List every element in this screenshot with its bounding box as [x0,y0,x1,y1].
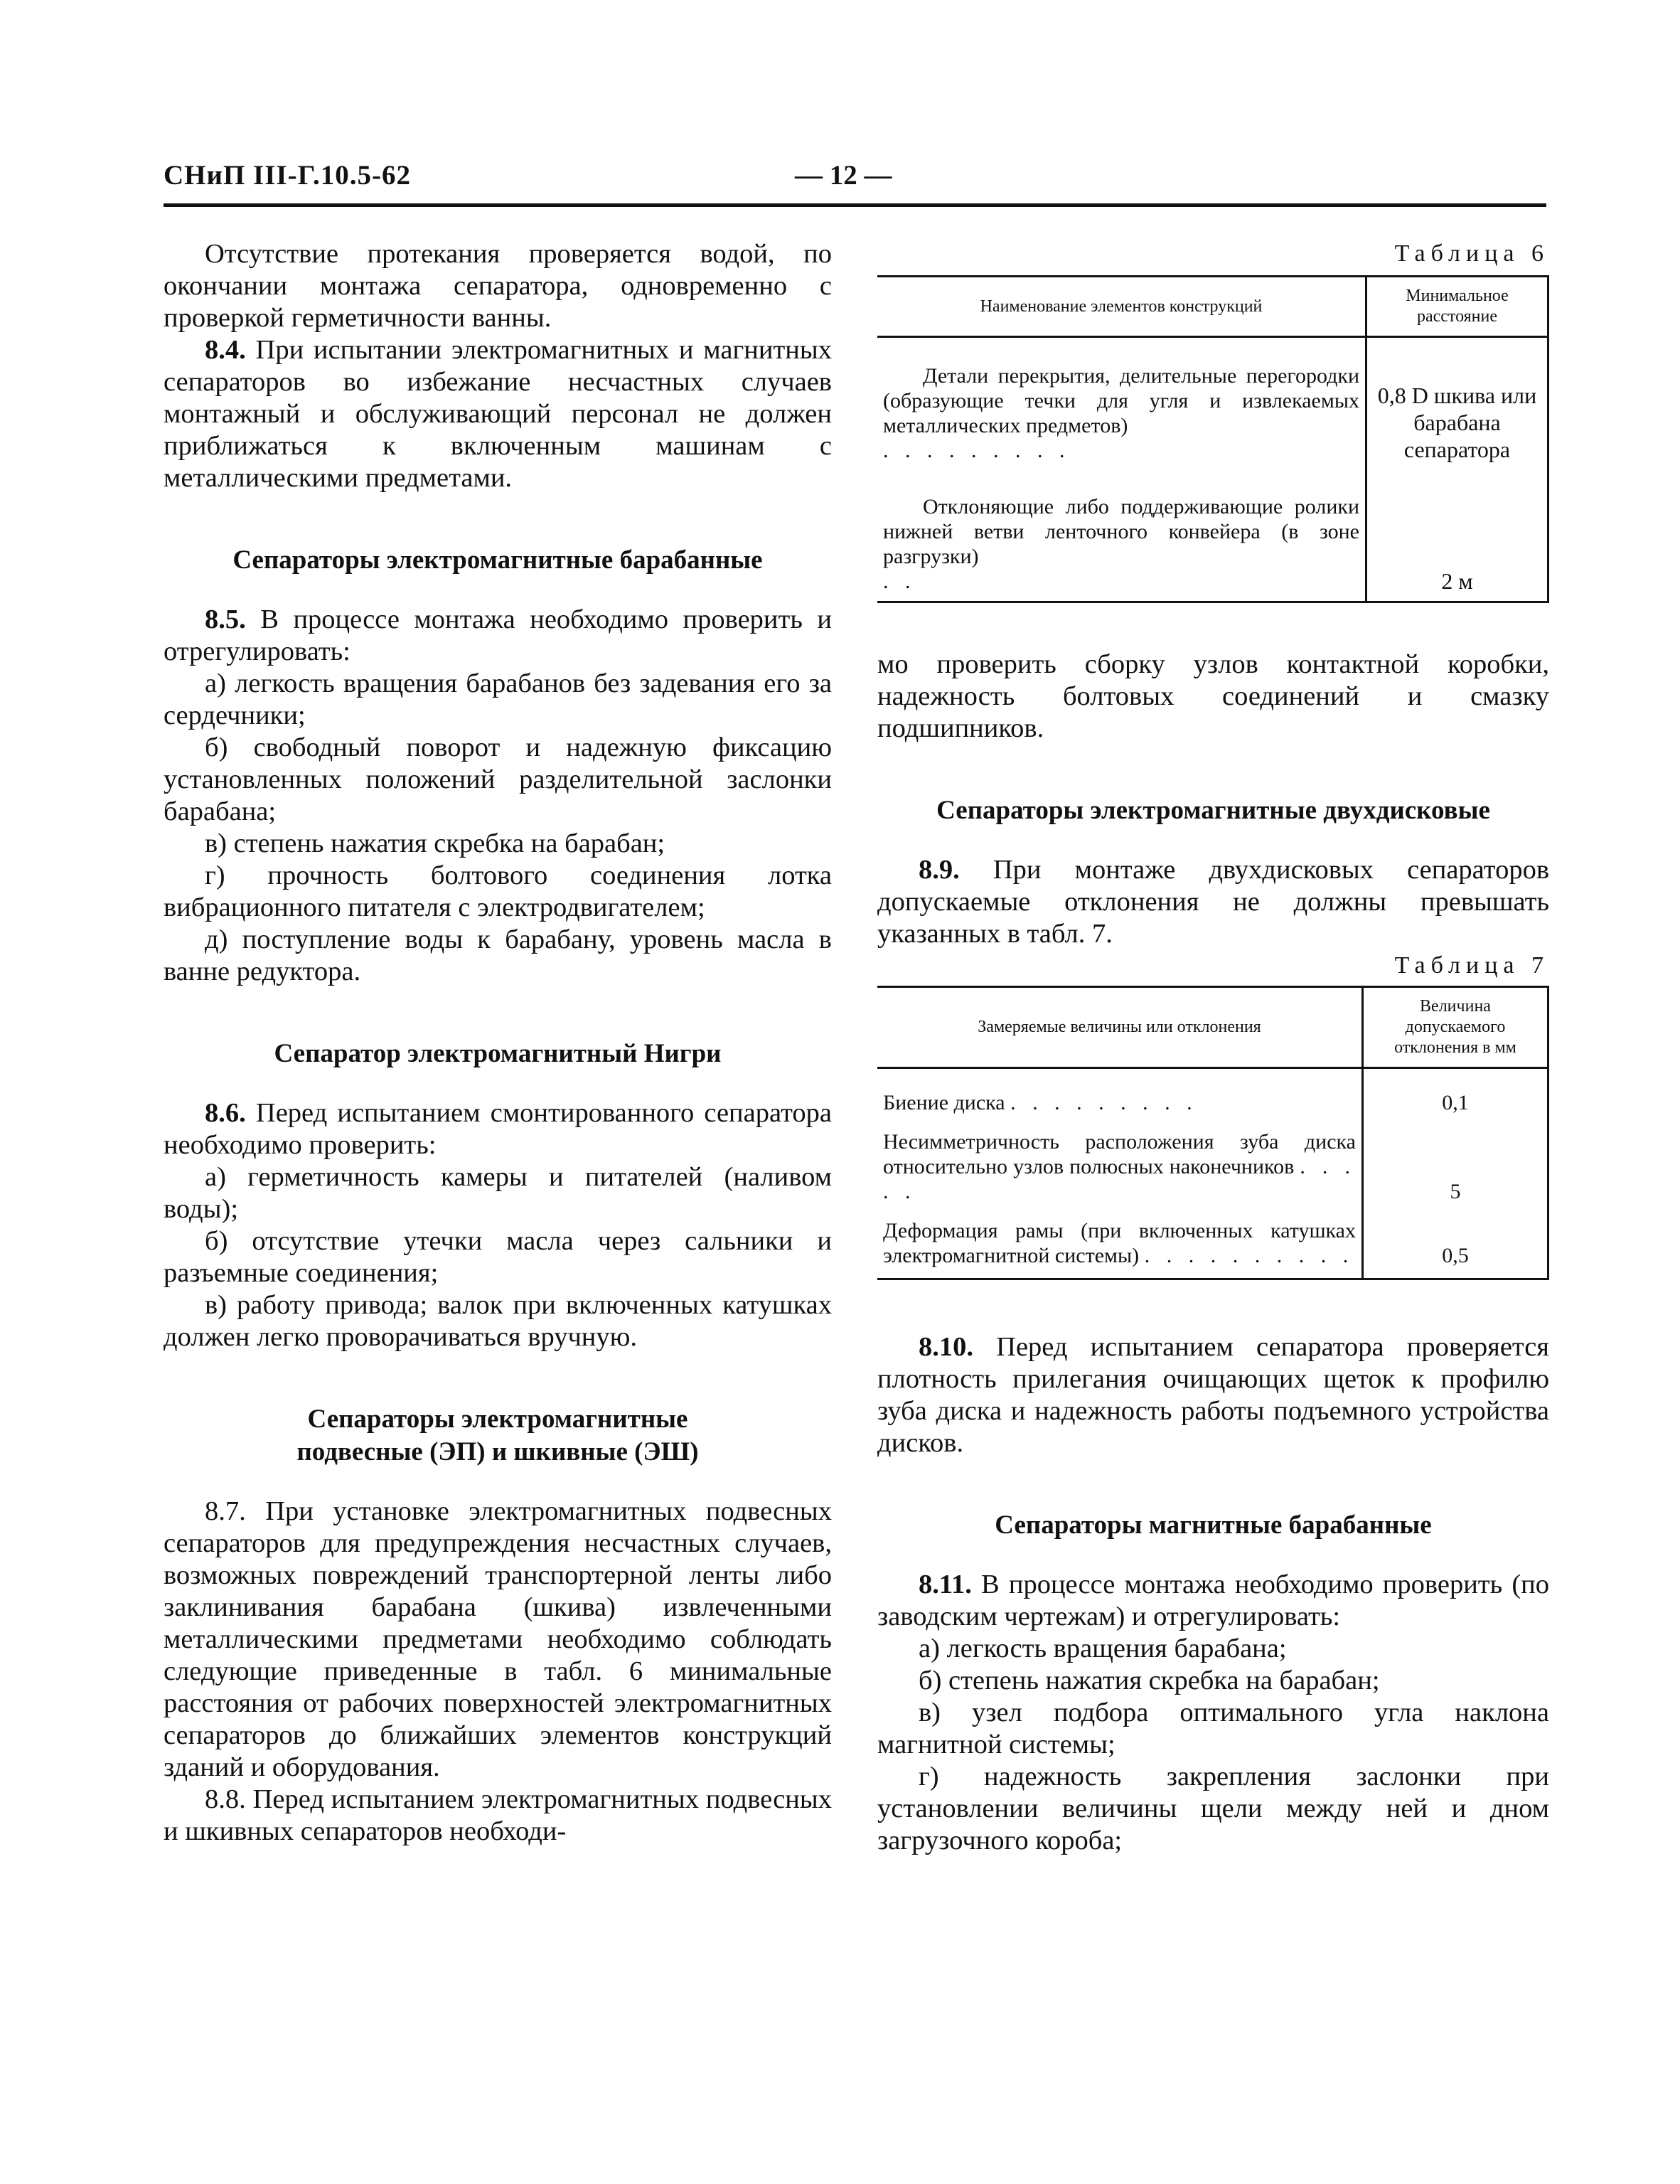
table-caption: Таблица 7 [1394,952,1549,979]
table-row: Несимметричность расположения зуба диска относительно узлов полюсных наконечников . . . . . 5 [877,1122,1548,1211]
table-header: Наименование элементов конструкций [877,277,1366,337]
list-item: г) надежность закрепления заслонки при установлении величины щели между ней и дном загрузочного короба; [877,1762,1549,1855]
table-caption: Таблица 6 [1394,240,1549,267]
clause-number: 8.4. [205,335,246,365]
paragraph-8-9: 8.9. При монтаже двухдисковых сепараторов допускаемые отклонения не должны превышать указанных в табл. 7. [877,855,1550,949]
header-rule [164,203,1546,207]
clause-number: 8.5. [205,604,246,634]
table-row: Биение диска . . . . . . . . . 0,1 [877,1068,1548,1123]
clause-number: 8.9. [919,855,960,885]
page-header [164,159,1546,199]
clause-number: 8.10. [919,1332,973,1362]
list-item: б) свободный поворот и надежную фиксацию установленных положений разделительной заслонки барабана; [164,733,832,826]
paragraph-8-7: 8.7. При установке электромагнитных подвесных сепараторов для предупреждения несчастных случаев, возможных повреждений транспортерной ленты либо заклинивания барабана (шкива) извлеченными металлическими предметами необходимо соблюдать следующие приведенные в табл. 6 минимальные расстояния от рабочих поверхностей электромагнитных сепараторов до ближайших элементов конструкций зданий и оборудования. [164,1496,832,1782]
section-heading: Сепараторы электромагнитные барабанные [232,545,763,575]
table-row: Деформация рамы (при включенных катушках электромагнитной системы) . . . . . . . . . . 0,5 [877,1211,1548,1279]
list-item: д) поступление воды к барабану, уровень масла в ванне редуктора. [164,925,832,986]
table-header: Величина допускаемого отклонения в мм [1363,987,1548,1068]
section-heading: Сепараторы магнитные барабанные [995,1511,1432,1540]
paragraph: Отсутствие протекания проверяется водой, по окончании монтажа сепаратора, одновременно с проверкой герметичности ванны. [164,239,832,333]
list-item: в) работу привода; валок при включенных катушках должен легко проворачиваться вручную. [164,1290,832,1352]
list-item: г) прочность болтового соединения лотка вибрационного питателя с электродвигателем; [164,861,832,922]
paragraph-8-4: 8.4. При испытании электромагнитных и магнитных сепараторов во избежание несчастных случаев монтажный и обслуживающий персонал не должен приближаться к включенным машинам с металлическими предметами. [164,335,833,493]
paragraph: мо проверить сборку узлов контактной коробки, надежность болтовых соединений и смазку подшипников. [877,649,1549,743]
table-7 [877,986,1549,1280]
right-column [877,238,1549,1857]
list-item: в) узел подбора оптимального угла наклона магнитной системы; [877,1698,1549,1759]
left-column [164,238,832,1848]
section-heading: Сепараторы электромагнитные двухдисковые [936,796,1490,825]
paragraph-8-10: 8.10. Перед испытанием сепаратора проверяется плотность прилегания очищающих щеток к профилю зуба диска и надежность работы подъемного устройства дисков. [877,1332,1549,1458]
document-code: СНиП III-Г.10.5-62 [164,160,411,191]
table-header: Замеряемые величины или отклонения [877,987,1363,1068]
paragraph-8-5: 8.5. В процессе монтажа необходимо проверить и отрегулировать: [164,604,833,666]
table-row: Детали перекрытия, делительные перегородки (образующие течки для угля и извлекаемых металлических предметов) . . . . . . . . . 0,8 D шкива или барабана сепаратора [877,337,1548,471]
section-heading: Сепаратор электромагнитный Нигри [274,1039,722,1068]
table-row: Отклоняющие либо поддерживающие ролики нижней ветви ленточного конвейера (в зоне разгрузки) . . 2 м [877,470,1548,602]
list-item: б) отсутствие утечки масла через сальники и разъемные соединения; [164,1226,832,1288]
paragraph-8-6: 8.6. Перед испытанием смонтированного сепаратора необходимо проверить: [164,1098,832,1160]
table-6 [877,275,1549,603]
clause-number: 8.8. [205,1784,246,1814]
list-item: а) герметичность камеры и питателей (наливом воды); [164,1162,832,1224]
list-item: б) степень нажатия скребка на барабан; [919,1666,1380,1695]
clause-number: 8.7. [205,1496,246,1526]
section-heading: Сепараторы электромагнитные подвесные (ЭП) и шкивные (ЭШ) [296,1405,699,1466]
paragraph-8-11: 8.11. В процессе монтажа необходимо проверить (по заводским чертежам) и отрегулировать: [877,1570,1549,1631]
paragraph-8-8: 8.8. Перед испытанием электромагнитных подвесных и шкивных сепараторов необходи- [164,1784,833,1846]
clause-number: 8.6. [205,1098,246,1128]
list-item: в) степень нажатия скребка на барабан; [205,829,665,858]
list-item: а) легкость вращения барабанов без задевания его за сердечники; [164,668,832,730]
page-number: — 12 — [795,160,892,191]
clause-number: 8.11. [919,1570,972,1599]
table-header: Минимальное расстояние [1366,277,1548,337]
list-item: а) легкость вращения барабана; [919,1634,1287,1663]
